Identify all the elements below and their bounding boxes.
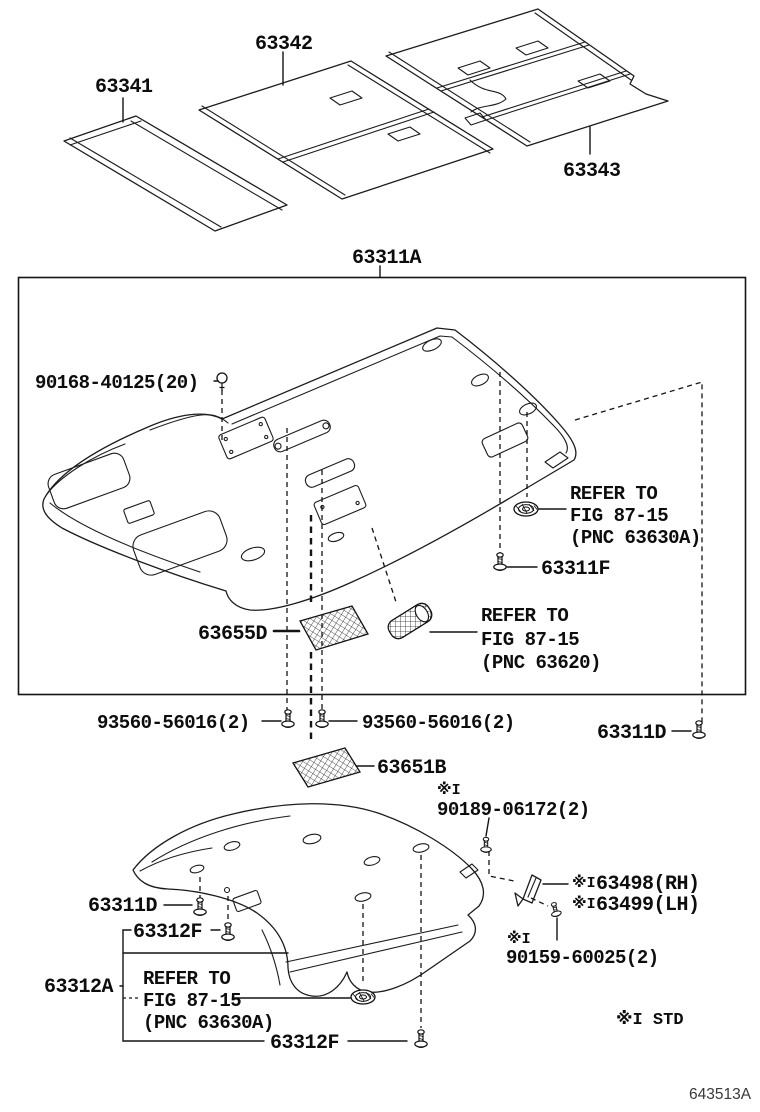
- screw-63311F-icon: [494, 553, 506, 571]
- screw-63311D-rear-icon: [194, 898, 206, 916]
- refer1-line1: REFER TO: [570, 483, 658, 505]
- refer2-line2: FIG 87-15: [481, 629, 580, 651]
- part-label-63655D: 63655D: [198, 623, 268, 646]
- refer3-line2: FIG 87-15: [143, 990, 242, 1012]
- refer3-line1: REFER TO: [143, 968, 231, 990]
- part-label-63498: 63498(RH): [596, 873, 700, 896]
- refer-63620-plug-drawing: [385, 600, 435, 641]
- part-label-63311F: 63311F: [541, 558, 611, 581]
- part-label-90189: 90189-06172(2): [437, 799, 590, 821]
- part-label-63341: 63341: [95, 76, 153, 99]
- part-label-63312F-bottom: 63312F: [270, 1032, 340, 1055]
- mark-63498: ※I: [572, 875, 596, 892]
- retainer-63498-drawing: [515, 875, 541, 906]
- refer2-line1: REFER TO: [481, 605, 569, 627]
- refer1-line3: (PNC 63630A): [570, 527, 701, 549]
- part-label-90168: 90168-40125(20): [35, 372, 199, 394]
- part-label-63499: 63499(LH): [596, 894, 700, 917]
- part-label-93560-left: 93560-56016(2): [97, 712, 250, 734]
- mark-90189: ※I: [437, 782, 461, 799]
- screw-90159-icon: [549, 901, 562, 917]
- part-label-93560-right: 93560-56016(2): [362, 712, 515, 734]
- part-label-63311A: 63311A: [352, 247, 422, 270]
- bracket-63651B-drawing: [293, 748, 360, 787]
- screw-63312F-bottom-icon: [415, 1030, 427, 1048]
- mark-63499: ※I: [572, 896, 596, 913]
- visor-bracket-63655D-drawing: [300, 606, 368, 650]
- refer2-line3: (PNC 63620): [481, 652, 601, 674]
- screw-93560-left-icon: [282, 710, 294, 728]
- part-label-63312A: 63312A: [44, 976, 114, 999]
- part-label-63342: 63342: [255, 33, 313, 56]
- screw-63312F-top-icon: [222, 923, 234, 941]
- clip-90189-icon: [481, 837, 492, 852]
- screw-93560-right-icon: [316, 710, 328, 728]
- refer1-line2: FIG 87-15: [570, 505, 669, 527]
- grommet-rear-63630A-icon: [351, 990, 375, 1004]
- screw-63311D-right-icon: [693, 721, 705, 739]
- part-label-63343: 63343: [563, 160, 621, 183]
- clip-90168-icon: [217, 373, 227, 391]
- refer3-line3: (PNC 63630A): [143, 1012, 274, 1034]
- part-label-63311D-right: 63311D: [597, 722, 667, 745]
- figure-code: 643513A: [689, 1086, 752, 1103]
- part-label-63312F-top: 63312F: [133, 921, 203, 944]
- std-note: ※I STD: [616, 1011, 684, 1030]
- part-label-90159: 90159-60025(2): [506, 947, 659, 969]
- mark-90159: ※I: [507, 931, 531, 948]
- part-label-63651B: 63651B: [377, 757, 447, 780]
- grommet-63630A-icon: [514, 502, 538, 516]
- part-label-63311D-rear: 63311D: [88, 895, 158, 918]
